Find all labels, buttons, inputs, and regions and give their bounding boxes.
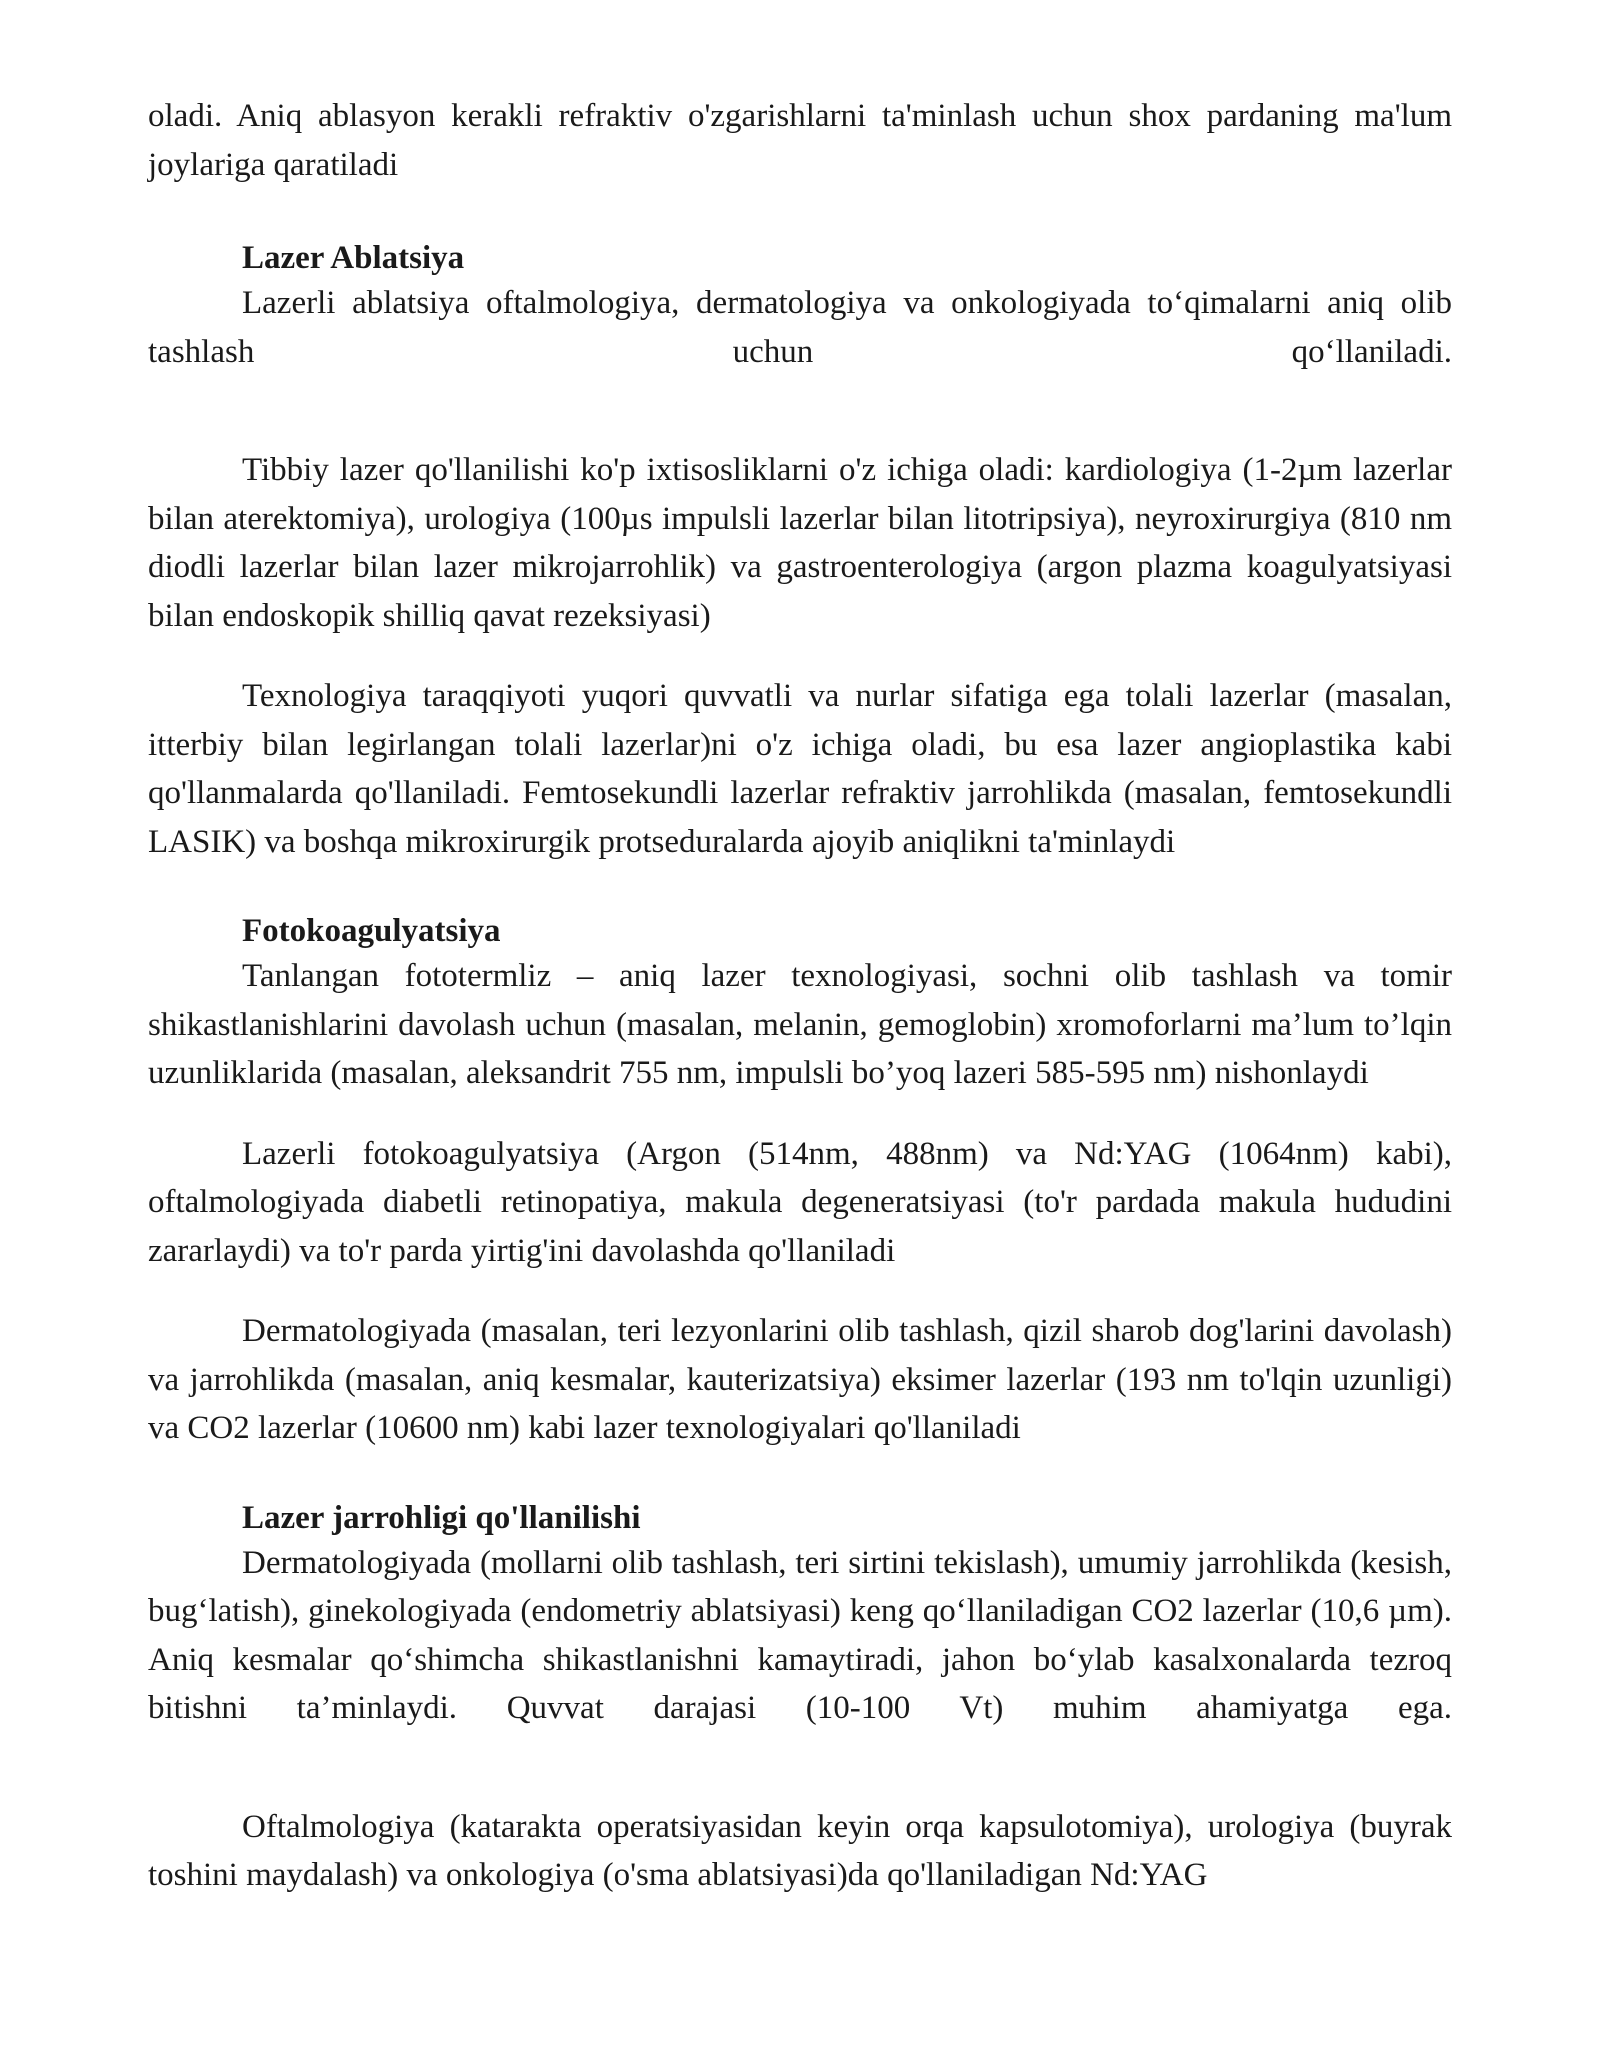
paragraph-lazerli-fotokoagulyatsiya: Lazerli fotokoagulyatsiya (Argon (514nm, 488nm) va Nd:YAG (1064nm) kabi), oftalmologiyada diabetli retinopatiya, makula degeneratsiyasi (to'r pardada makula hududini zararlaydi) va to'r parda yirtig'ini davolashda qo'llaniladi xyxy=(148,1135,1452,1269)
paragraph-fototermliz: Tanlangan fototermliz – aniq lazer texnologiyasi, sochni olib tashlash va tomir shikastlanishlarini davolash uchun (masalan, melanin, gemoglobin) xromoforlarni ma’lum to’lqin uzunliklarida (masalan, aleksandrit 755 nm, impulsli bo’yoq lazeri 585-595 nm) nishonlaydi xyxy=(148,958,1452,1091)
paragraph-dermatologiya: Dermatologiyada (masalan, teri lezyonlarini olib tashlash, qizil sharob dog'larini davolash) va jarrohlikda (masalan, aniq kesmalar, kauterizatsiya) eksimer lazerlar (193 nm to'lqin uzunligi) va CO2 lazerlar (10600 nm) kabi lazer texnologiyalari qo'llaniladi xyxy=(148,1313,1452,1446)
paragraph-oftalmologiya: Oftalmologiya (katarakta operatsiyasidan keyin orqa kapsulotomiya), urologiya (buyrak toshini maydalash) va onkologiya (o'sma ablatsiyasi)da qo'llaniladigan Nd:YAG xyxy=(148,1808,1452,1893)
heading-lazer-jarrohligi: Lazer jarrohligi qo'llanilishi xyxy=(242,1499,641,1536)
paragraph-co2-lazerlar: Dermatologiyada (mollarni olib tashlash, teri sirtini tekislash), umumiy jarrohlikda (kesish, bug‘latish), ginekologiyada (endometriy ablatsiyasi) keng qo‘llaniladigan CO2 lazerlar (10,6 µm). Aniq kesmalar qo‘shimcha shikastlanishni kamaytiradi, jahon bo‘ylab kasalxonalarda tezroq bitishni ta’minlaydi. Quvvat darajasi (10-100 Vt) muhim ahamiyatga ega. xyxy=(148,1544,1452,1726)
heading-lazer-ablatsiya: Lazer Ablatsiya xyxy=(242,240,465,276)
heading-fotokoagulyatsiya: Fotokoagulyatsiya xyxy=(242,913,501,949)
paragraph-continuation: oladi. Aniq ablasyon kerakli refraktiv o'zgarishlarni ta'minlash uchun shox pardaning ma'lum joylariga qaratiladi xyxy=(148,98,1452,183)
paragraph-lazer-ablatsiya: Lazerli ablatsiya oftalmologiya, dermatologiya va onkologiyada to‘qimalarni aniq olib tashlash uchun qo‘llaniladi. xyxy=(148,285,1452,370)
paragraph-texnologiya: Texnologiya taraqqiyoti yuqori quvvatli va nurlar sifatiga ega tolali lazerlar (masalan, itterbiy bilan legirlangan tolali lazerlar)ni o'z ichiga oladi, bu esa lazer angioplastika kabi qo'llanmalarda qo'llaniladi. Femtosekundli lazerlar refraktiv jarrohlikda (masalan, femtosekundli LASIK) va boshqa mikroxirurgik protseduralarda ajoyib aniqlikni ta'minlaydi xyxy=(148,678,1452,860)
paragraph-tibbiy-lazer: Tibbiy lazer qo'llanilishi ko'p ixtisosliklarni o'z ichiga oladi: kardiologiya (1-2µm lazerlar bilan aterektomiya), urologiya (100µs impulsli lazerlar bilan litotripsiya), neyroxirurgiya (810 nm diodli lazerlar bilan lazer mikrojarrohlik) va gastroenterologiya (argon plazma koagulyatsiyasi bilan endoskopik shilliq qavat rezeksiyasi) xyxy=(148,452,1452,634)
document-page xyxy=(148,92,1452,1900)
